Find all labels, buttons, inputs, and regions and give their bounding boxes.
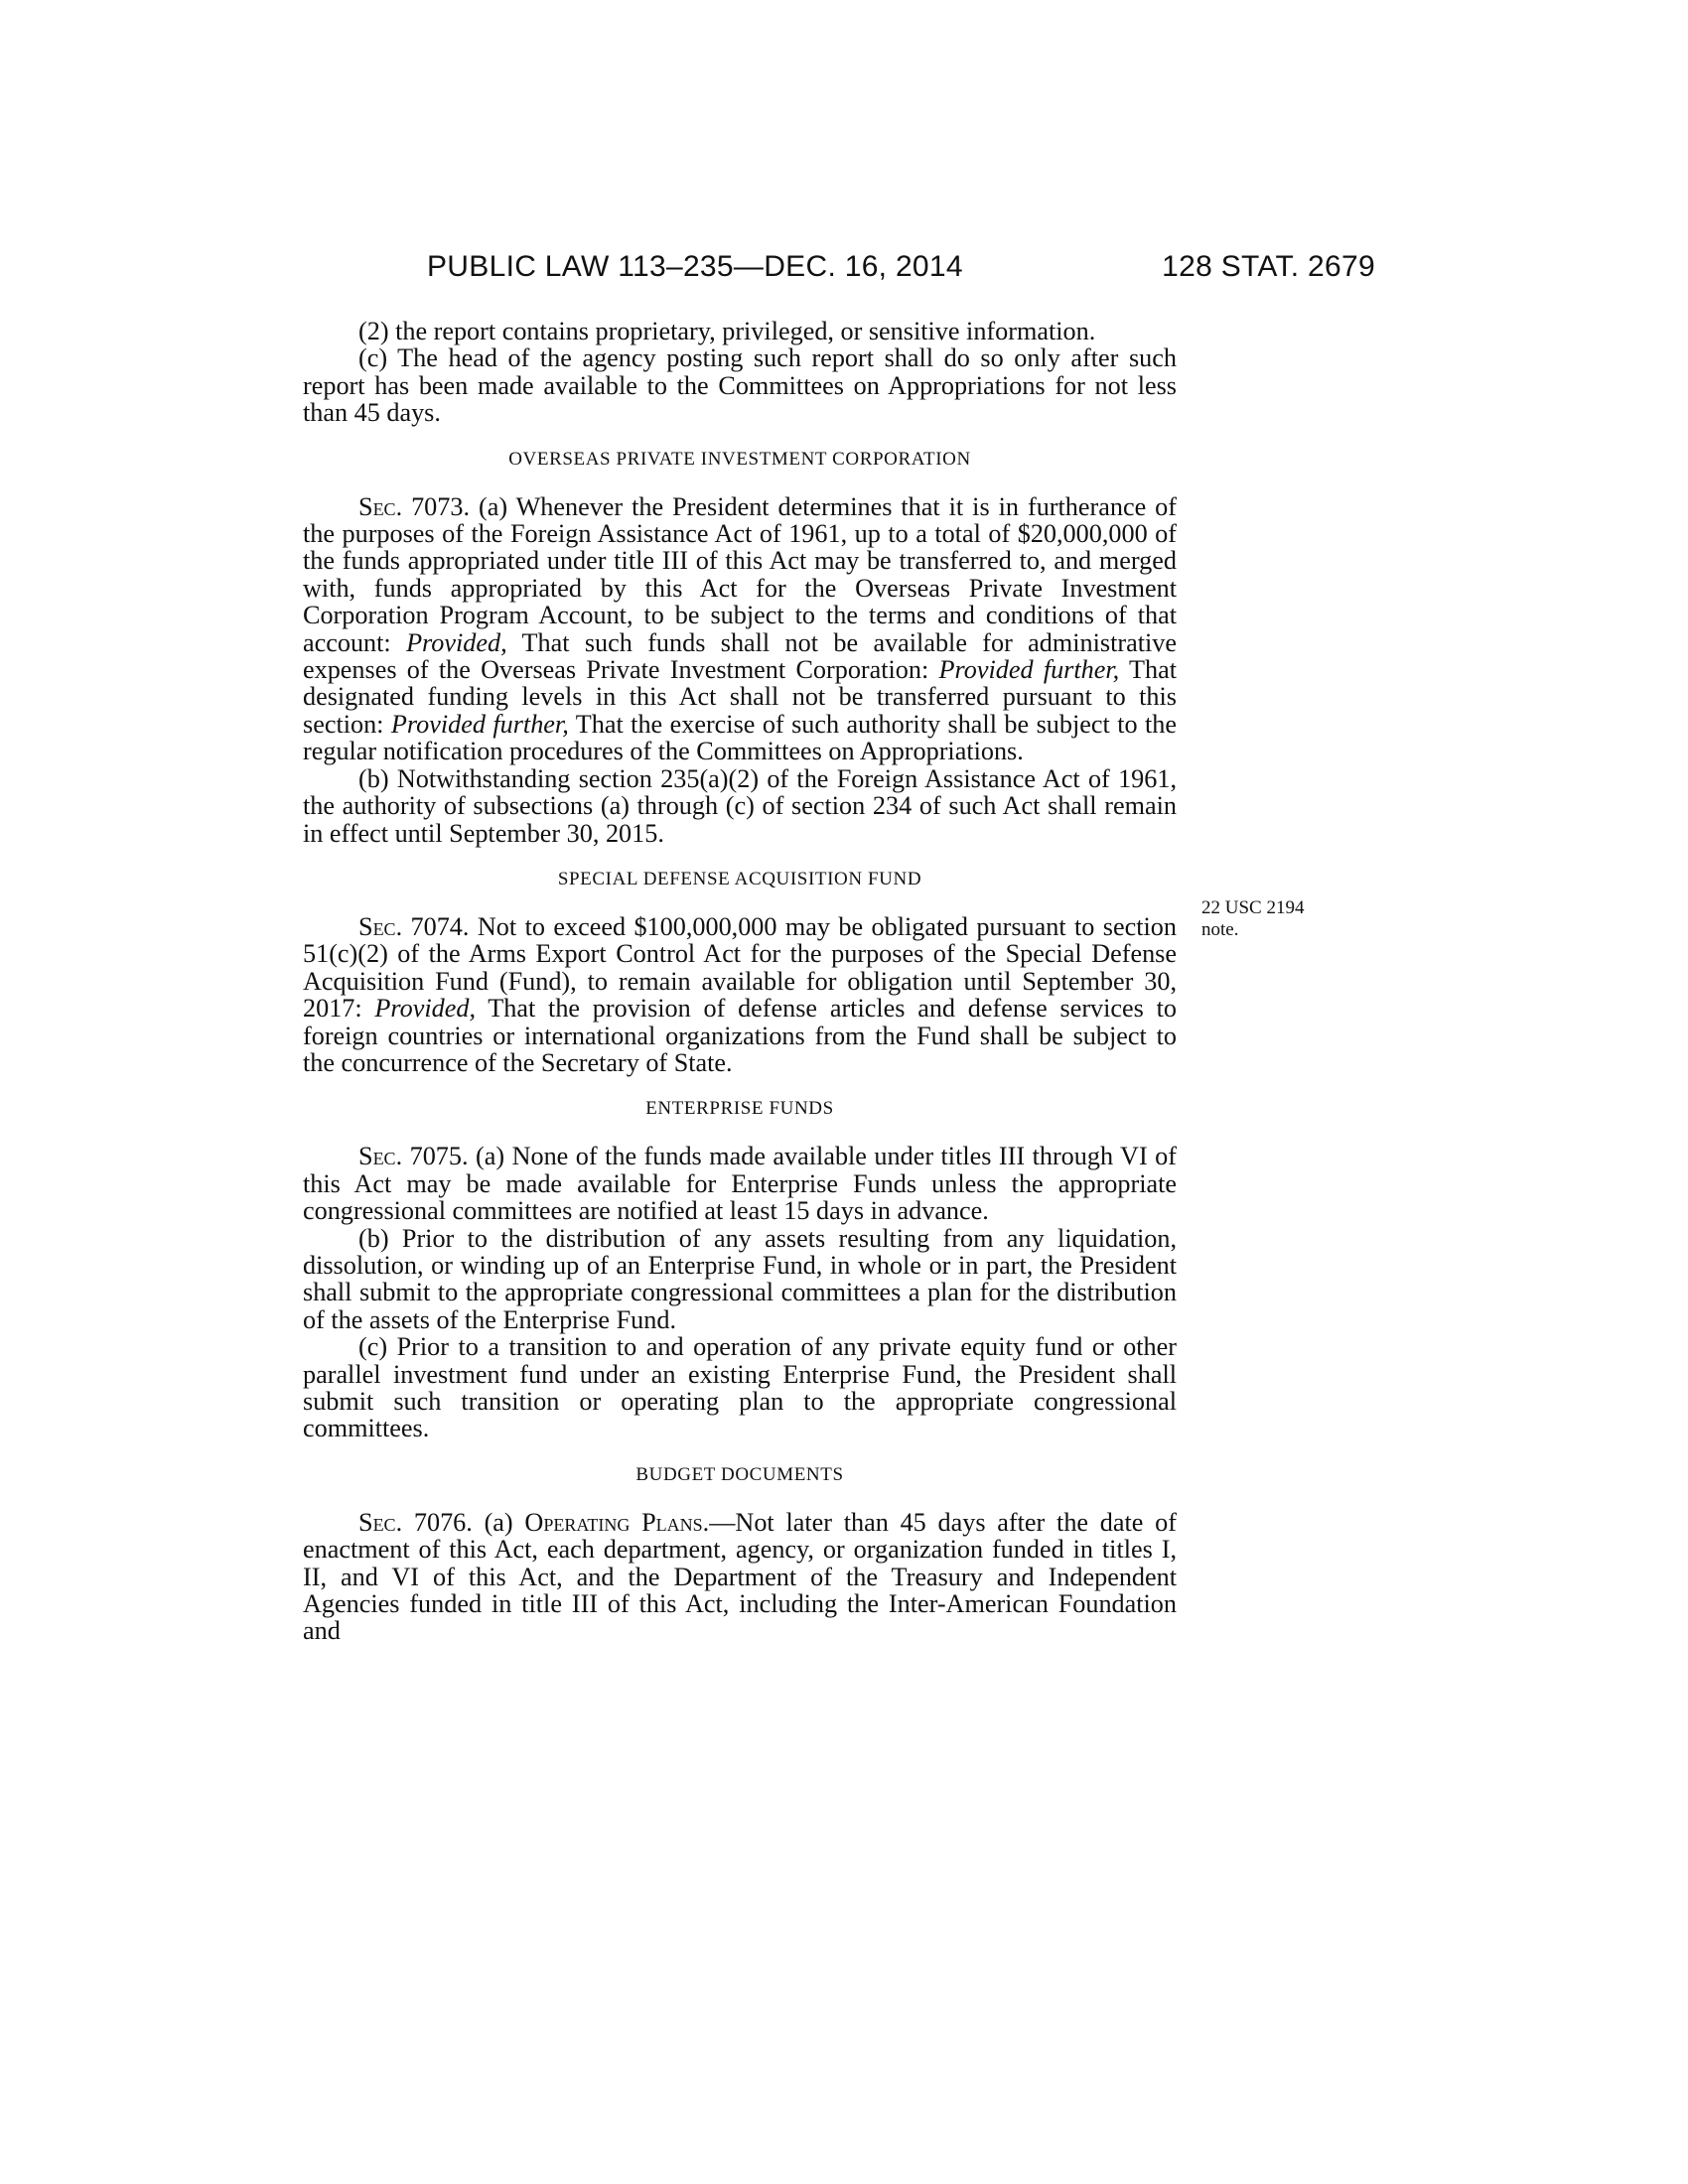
section-7073-a-text-2: That such funds shall not be available for administrative expenses of the Overseas Private Investment Corporation: (303, 627, 1177, 685)
page-header (298, 250, 1375, 290)
section-7076-a (303, 1509, 1177, 1645)
section-7073-label: Sec. 7073. (358, 491, 471, 521)
section-7073-a-text-1: (a) Whenever the President determines that it is in furtherance of the purposes of the Foreign Assistance Act of 1961, up to a total of $20,000,000 of the funds appropriated under title III of this Act may be transferred to, and merged with, funds appropriated by this Act for the Overseas Private Investment Corporation Program Account, to be subject to the terms and conditions of that account: (303, 491, 1177, 657)
provided-clause: Provided, (374, 994, 476, 1024)
provided-clause-2: Provided further, (938, 655, 1120, 685)
heading-enterprise-funds: ENTERPRISE FUNDS (645, 1098, 834, 1120)
paragraph-report-proprietary: (2) the report contains proprietary, privileged, or sensitive information. (358, 317, 1096, 345)
public-law-title: PUBLIC LAW 113–235—DEC. 16, 2014 (427, 250, 963, 283)
section-7075-b: (b) Prior to the distribution of any assets resulting from any liquidation, dissolution, or winding up of an Enterprise Fund, in whole or in part, the President shall submit to the appropriate congressional committees a plan for the distribution of the assets of the Enterprise Fund. (303, 1223, 1177, 1334)
section-7074-text-1: Not to exceed $100,000,000 may be obligated pursuant to section 51(c)(2) of the Arms Export Control Act for the purposes of the Special Defense Acquisition Fund (Fund), to remain available for obligation until September 30, 2017: (303, 911, 1177, 1024)
section-7076-label: Sec. 7076. (358, 1507, 473, 1537)
section-7075-c: (c) Prior to a transition to and operation of any private equity fund or other parallel investment fund under an existing Enterprise Fund, the President shall submit such transition or operating plan to the appropriate congressional committees. (303, 1332, 1177, 1443)
section-7075-label: Sec. 7075. (358, 1142, 469, 1171)
heading-special-defense-acquisition-fund: SPECIAL DEFENSE ACQUISITION FUND (557, 868, 922, 889)
section-7076-a-text: —Not later than 45 days after the date of enactment of this Act, each department, agency, or organization funded in titles I, II, and VI of this Act, and the Department of the Treasury and Independent Agencies funded in title III of this Act, including the Inter-American Foundation and (303, 1507, 1177, 1646)
section-7074-label: Sec. 7074. (358, 911, 470, 941)
document-body (303, 318, 1177, 1645)
section-7076-a-label: (a) (472, 1507, 525, 1537)
paragraph-head-of-agency-posting: (c) The head of the agency posting such report shall do so only after such report has been made available to the Committees on Appropriations for not less than 45 days. (303, 343, 1177, 428)
margin-citation-line-2: note. (1201, 919, 1239, 940)
section-7075-a-text: (a) None of the funds made available under titles III through VI of this Act may be made available for Enterprise Funds unless the appropriate congressional committees are notified at least 15 days in advance. (303, 1142, 1177, 1226)
section-7074-text-2: That the provision of defense articles and defense services to foreign countries or international organizations from the Fund shall be subject to the concurrence of the Secretary of State. (303, 994, 1177, 1077)
heading-overseas-private-investment-corporation: OVERSEAS PRIVATE INVESTMENT CORPORATION (508, 448, 971, 470)
section-7073-a (303, 493, 1177, 765)
margin-citation-note (1201, 897, 1340, 941)
section-7073-a-text-4: That the exercise of such authority shall be subject to the regular notification procedures of the Committees on Appropriations. (303, 709, 1178, 766)
provided-clause-3: Provided further, (390, 709, 569, 739)
operating-plans-heading: Operating Plans. (524, 1507, 710, 1537)
section-7075-a (303, 1143, 1177, 1224)
statute-page-number: 128 STAT. 2679 (1162, 250, 1375, 283)
section-7073-b: (b) Notwithstanding section 235(a)(2) of the Foreign Assistance Act of 1961, the authority of subsections (a) through (c) of section 234 of such Act shall remain in effect until September 30, 2015. (303, 763, 1177, 848)
heading-budget-documents: BUDGET DOCUMENTS (635, 1463, 844, 1485)
section-7073-a-text-3: That designated funding levels in this Act shall not be transferred pursuant to this section: (303, 655, 1177, 739)
margin-citation-line-1: 22 USC 2194 (1201, 897, 1305, 918)
provided-clause-1: Provided, (406, 627, 507, 657)
section-7074 (303, 913, 1177, 1076)
